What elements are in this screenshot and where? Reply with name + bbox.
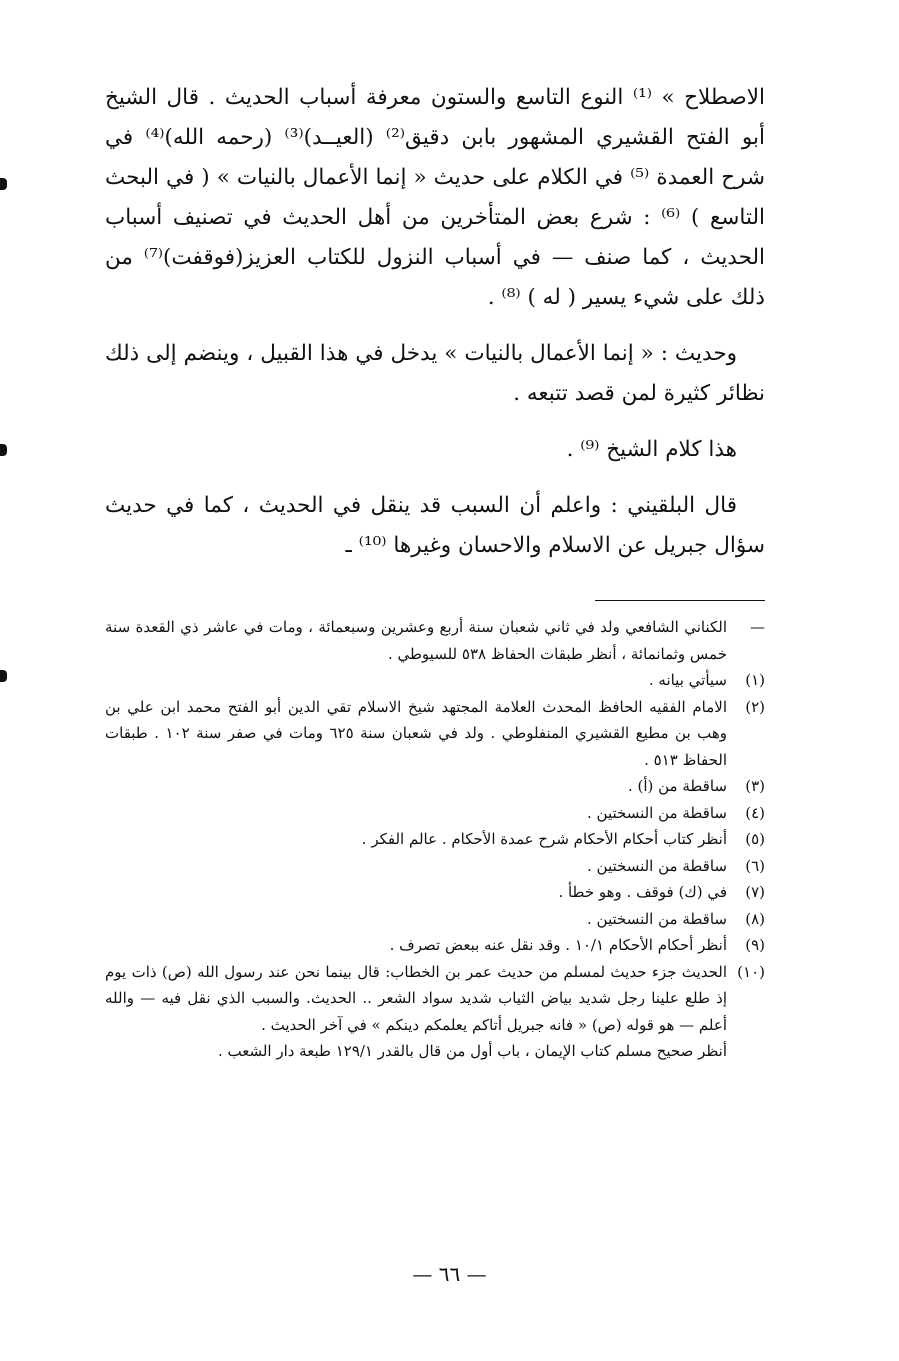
footnote-text: الحديث جزء حديث لمسلم من حديث عمر بن الخطاب: قال بينما نحن عند رسول الله (ص) ذات يوم إذ طلع علينا رجل شديد بياض الثياب شديد سواد الشعر .. الحديث. والسبب الذي نقل فيه — والله أعلم — هو قوله (ص) « فانه جبريل أتاكم يعلمكم دينكم » في آخر الحديث .	[105, 962, 727, 1034]
footnote-9	[105, 932, 765, 959]
footnote-text: في (ك) فوقف . وهو خطأ .	[558, 883, 727, 901]
footnotes	[105, 614, 765, 1065]
footnote-number: (١٠)	[737, 962, 765, 981]
footnote-continuation	[105, 614, 765, 667]
footnote-7	[105, 879, 765, 906]
footnote-8	[105, 906, 765, 933]
margin-mark	[0, 178, 7, 190]
paragraph-1: الاصطلاح » ⁽¹⁾ النوع التاسع والستون معرفة أسباب الحديث . قال الشيخ أبو الفتح القشيري المشهور بابن دقيق⁽²⁾ (العيــد)⁽³⁾ (رحمه الله)⁽⁴⁾ في شرح العمدة ⁽⁵⁾ في الكلام على حديث « إنما الأعمال بالنيات » ( في البحث التاسع ) ⁽⁶⁾ : شرع بعض المتأخرين من أهل الحديث في تصنيف أسباب الحديث ، كما صنف — في أسباب النزول للكتاب العزيز(فوقفت)⁽⁷⁾ من ذلك على شيء يسير ( له ) ⁽⁸⁾ .	[105, 85, 765, 310]
footnote-text: أنظر صحيح مسلم كتاب الإيمان ، باب أول من قال بالقدر ١٢٩/١ طبعة دار الشعب .	[217, 1042, 727, 1060]
footnote-5	[105, 826, 765, 853]
footnote-10-reference	[105, 1038, 765, 1065]
paragraph-3: هذا كلام الشيخ ⁽⁹⁾ .	[566, 437, 737, 462]
footnote-6	[105, 853, 765, 880]
footnote-text: ساقطة من النسختين .	[587, 803, 727, 822]
margin-mark	[0, 444, 7, 456]
footnote-number: (٢)	[745, 697, 765, 716]
footnote-text: أنظر كتاب أحكام الأحكام شرح عمدة الأحكام . عالم الفكر .	[361, 830, 727, 848]
footnote-divider	[595, 600, 765, 601]
main-text	[105, 78, 765, 582]
page-number: — ٦٦ —	[412, 1262, 487, 1286]
footnote-text: سيأتي بيانه .	[648, 671, 727, 689]
footnote-number: (٦)	[745, 856, 765, 875]
margin-mark	[0, 670, 7, 682]
footnote-1	[105, 667, 765, 694]
footnote-text: ساقطة من النسختين .	[587, 909, 727, 928]
paragraph-4: قال البلقيني : واعلم أن السبب قد ينقل في الحديث ، كما في حديث سؤال جبريل عن الاسلام والاحسان وغيرها ⁽¹⁰⁾ ـ	[105, 493, 765, 558]
footnote-text: أنظر أحكام الأحكام ١٠/١ . وقد نقل عنه ببعض تصرف .	[389, 936, 727, 954]
footnote-4	[105, 800, 765, 827]
footnote-number: (١)	[745, 671, 765, 689]
footnote-3	[105, 773, 765, 800]
footnote-text: ساقطة من النسختين .	[587, 856, 727, 875]
footnote-number: (٤)	[745, 803, 765, 822]
footnote-number: (٨)	[745, 909, 765, 928]
paragraph-2: وحديث : « إنما الأعمال بالنيات » يدخل في هذا القبيل ، وينضم إلى ذلك نظائر كثيرة لمن قصد تتبعه .	[105, 341, 765, 406]
footnote-number: —	[750, 618, 765, 636]
footnote-text: الامام الفقيه الحافظ المحدث العلامة المجتهد شيخ الاسلام تقي الدين أبو الفتح محمد ابن علي بن وهب بن مطيع القشيري المنفلوطي . ولد في شعبان سنة ٦٢٥ ومات في صفر سنة ١٠٢ . طبقات الحفاظ ٥١٣ .	[105, 697, 727, 769]
footnote-10	[105, 959, 765, 1039]
footnote-number: (٩)	[745, 936, 765, 954]
footnote-2	[105, 694, 765, 774]
footnote-number: (٣)	[745, 777, 765, 795]
footnote-number: (٧)	[745, 883, 765, 901]
footnote-text: الكناني الشافعي ولد في ثاني شعبان سنة أربع وعشرين وسبعمائة ، ومات في عاشر ذي القعدة سنة خمس وثمانمائة ، أنظر طبقات الحفاظ ٥٣٨ للسيوطي .	[105, 618, 727, 663]
footnote-text: ساقطة من (أ) .	[627, 777, 727, 795]
footnote-number: (٥)	[745, 830, 765, 848]
